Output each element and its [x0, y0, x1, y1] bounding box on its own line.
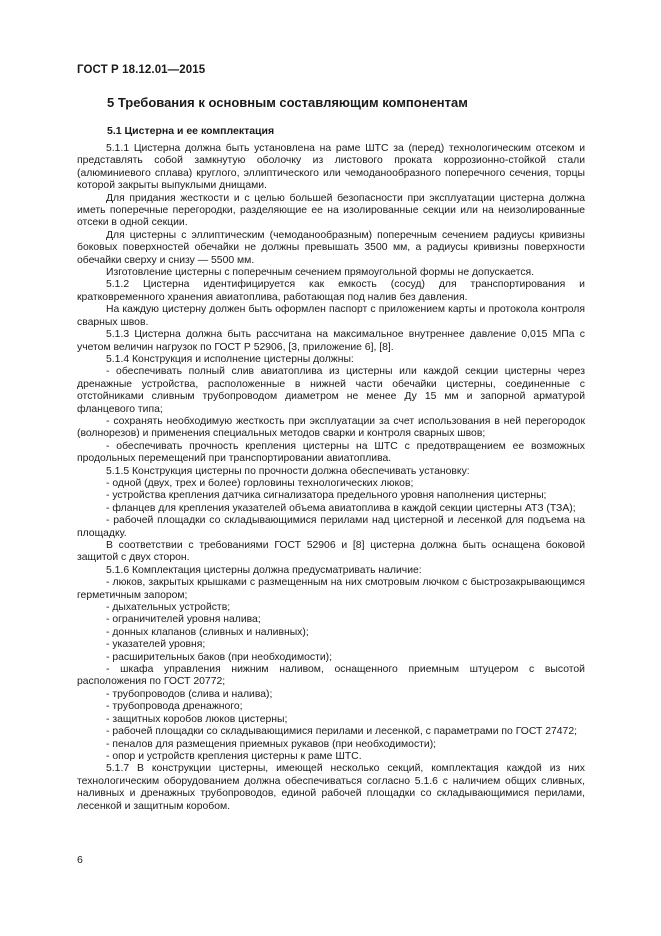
list-item: - защитных коробов люков цистерны; — [106, 713, 288, 725]
list-item: - трубопроводов (слива и налива); — [106, 688, 273, 700]
list-item: - рабочей площадки со складывающимися перилами над цистерной и лесенкой для подъема на площадку. — [77, 515, 585, 539]
body-text — [77, 143, 585, 813]
list-item: - устройства крепления датчика сигнализатора предельного уровня наполнения цистерны; — [106, 490, 547, 502]
list-item: - рабочей площадки со складывающимися перилами и лесенкой, с параметрами по ГОСТ 27472; — [106, 726, 577, 738]
paragraph: 5.1.5 Конструкция цистерны по прочности должна обеспечивать установку: — [106, 465, 470, 477]
paragraph: 5.1.4 Конструкция и исполнение цистерны должны: — [106, 353, 354, 365]
list-item: - дыхательных устройств; — [106, 602, 231, 614]
page-number: 6 — [77, 854, 83, 866]
list-item: - одной (двух, трех и более) горловины технологических люков; — [106, 477, 414, 489]
paragraph: Для цистерны с эллиптическим (чемоданообразным) поперечным сечением радиусы кривизны боковых поверхностей обечайки не должны превышать 3500 мм, а радиусы кривизны поверхности обечайки сверху и снизу — 5500 мм. — [77, 229, 585, 266]
document-header: ГОСТ Р 18.12.01—2015 — [77, 64, 206, 76]
list-item: - обеспечивать полный слив авиатоплива из цистерны или каждой секции цистерны через дренажные устройства, расположенные в нижней части обечайки цистерны, соединенные с отстойниками сливным трубопроводом диаметром не менее Ду 15 мм и запорной арматурой фланцевого типа; — [77, 366, 585, 415]
paragraph: 5.1.6 Комплектация цистерны должна предусматривать наличие: — [106, 564, 422, 576]
list-item: - расширительных баков (при необходимости); — [106, 651, 332, 663]
paragraph: В соответствии с требованиями ГОСТ 52906 и [8] цистерна должна быть оснащена боковой защитой с двух сторон. — [77, 540, 585, 564]
section-title: 5 Требования к основным составляющим компонентам — [107, 95, 468, 110]
list-item: - шкафа управления нижним наливом, оснащенного приемным штуцером с высотой расположения по ГОСТ 20772; — [77, 664, 585, 688]
paragraph: Для придания жесткости и с целью большей безопасности при эксплуатации цистерна должна иметь поперечные перегородки, разделяющие ее на изолированные секции или на неизолированные отсеки в одной секции. — [77, 192, 585, 229]
list-item: - трубопровода дренажного; — [106, 701, 243, 713]
list-item: - обеспечивать прочность крепления цистерны на ШТС с предотвращением ее возможных продольных перемещений при транспортировании авиатоплива. — [77, 440, 585, 465]
list-item: - сохранять необходимую жесткость при эксплуатации за счет использования в ней перегородок (волнорезов) и применения специальных методов сварки и контроля сварных швов; — [77, 415, 585, 440]
paragraph: На каждую цистерну должен быть оформлен паспорт с приложением карты и протокола контроля сварных швов. — [77, 304, 585, 328]
list-item: - ограничителей уровня налива; — [106, 614, 261, 626]
paragraph: Изготовление цистерны с поперечным сечением прямоугольной формы не допускается. — [106, 267, 535, 279]
paragraph: 5.1.2 Цистерна идентифицируется как емкость (сосуд) для транспортирования и кратковременного хранения авиатоплива, работающая под налив без давления. — [77, 279, 585, 303]
list-item: - пеналов для размещения приемных рукавов (при необходимости); — [106, 738, 437, 750]
list-item: - люков, закрытых крышками с размещенным на них смотровым лючком с быстрозакрывающимся герметичным запором; — [77, 577, 585, 601]
subsection-title: 5.1 Цистерна и ее комплектация — [107, 125, 275, 137]
list-item: - указателей уровня; — [106, 639, 206, 651]
list-item: - опор и устройств крепления цистерны к раме ШТС. — [106, 750, 362, 762]
paragraph: 5.1.7 В конструкции цистерны, имеющей несколько секций, комплектация каждой из них технологическим оборудованием должна обеспечиваться согласно 5.1.6 с наличием общих сливных, наливных и дренажных трубопроводов, единой рабочей площадки со складывающимися перилами, лесенкой и защитным коробом. — [77, 763, 585, 812]
list-item: - фланцев для крепления указателей объема авиатоплива в каждой секции цистерны АТЗ (ТЗА); — [106, 502, 576, 514]
list-item: - донных клапанов (сливных и наливных); — [106, 626, 309, 638]
paragraph: 5.1.1 Цистерна должна быть установлена на раме ШТС за (перед) технологическим отсеком и представлять собой замкнутую оболочку из листового проката коррозионно-стойкой стали (алюминиевого сплава) круглого, эллиптического или чемоданообразного поперечного сечения, торцы которой закрыты выпуклыми днищами. — [77, 143, 585, 192]
paragraph: 5.1.3 Цистерна должна быть рассчитана на максимальное внутреннее давление 0,015 МПа с учетом величин нагрузок по ГОСТ Р 52906, [3, приложение 6], [8]. — [77, 329, 585, 353]
